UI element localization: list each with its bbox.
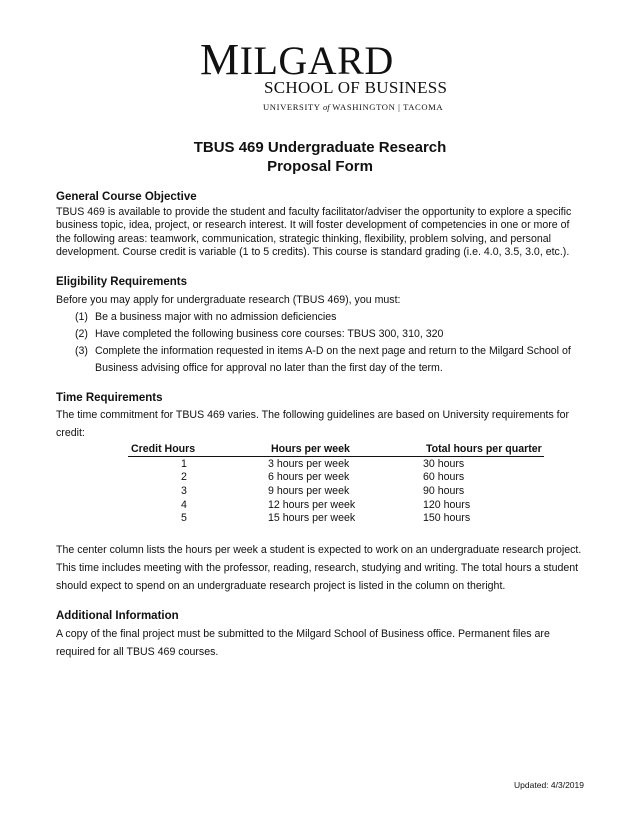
logo-wordmark [200,35,394,84]
credit-hours-table [128,443,544,525]
objective-body: TBUS 469 is available to provide the student and faculty facilitator/adviser the opportunity to explore a specific business topic, idea, project, or research interest. It will foster development of competencies in one or more of the following areas: teamwork, communication, strategic thinking, flexibility, problem solving, and personal development. Course credit is variable (1 to 5 credits). This course is standard grading (i.e. 4.0, 3.5, 3.0, etc.). [56,206,572,259]
time-intro: The time commitment for TBUS 469 varies. The following guidelines are based on University requirements for credit: [56,409,570,439]
logo-uw-before: UNIVERSITY [263,102,323,112]
cell-hours-per-week: 15 hours per week [268,512,356,525]
list-text: Have completed the following business core courses: TBUS 300, 310, 320 [95,328,444,340]
table-row [128,471,544,485]
cell-total-hours: 150 hours [423,512,471,525]
col-header-credit-hours: Credit Hours [128,443,268,457]
logo-uw-after: WASHINGTON | TACOMA [329,102,444,112]
logo-initial: M [200,35,240,84]
table-row [128,457,544,471]
cell-credits: 3 [181,484,187,497]
col-header-hours-per-week: Hours per week [268,443,423,457]
list-number: (3) [75,345,88,357]
list-number: (1) [75,311,88,323]
table-header-row [128,443,544,457]
table-row [128,498,544,512]
cell-total-hours: 90 hours [423,484,465,497]
list-text-continued: Business advising office for approval no later than the first day of the term. [95,362,443,374]
logo-name-rest: ILGARD [239,38,394,83]
logo-uw-of: of [323,102,330,112]
objective-heading: General Course Objective [56,191,197,203]
cell-credits: 1 [181,457,187,470]
list-text: Be a business major with no admission deficiencies [95,311,337,323]
logo-university [263,102,443,112]
cell-hours-per-week: 12 hours per week [268,498,356,511]
cell-hours-per-week: 3 hours per week [268,457,350,470]
time-note: The center column lists the hours per week a student is expected to work on an undergraduate research project. This time includes meeting with the professor, reading, research, studying and writing. The total hours a student should expect to spend on an undergraduate research project is listed in the column on theright. [56,544,582,592]
additional-heading: Additional Information [56,610,179,622]
cell-hours-per-week: 9 hours per week [268,484,350,497]
col-header-total-hours: Total hours per quarter [423,443,544,457]
table-row [128,511,544,525]
page-title-line1: TBUS 469 Undergraduate Research [193,139,447,156]
table-row [128,484,544,498]
cell-credits: 4 [181,498,187,511]
cell-credits: 5 [181,512,187,525]
eligibility-item-2 [75,326,595,343]
list-text: Complete the information requested in items A-D on the next page and return to the Milgard School of [95,345,571,357]
page-title-line2: Proposal Form [267,158,373,175]
list-number: (2) [75,328,88,340]
additional-body: A copy of the final project must be submitted to the Milgard School of Business office. Permanent files are required for all TBUS 469 courses. [56,628,550,658]
cell-total-hours: 60 hours [423,471,465,484]
eligibility-intro: Before you may apply for undergraduate research (TBUS 469), you must: [56,294,401,306]
eligibility-item-1 [75,309,595,326]
updated-date: Updated: 4/3/2019 [514,780,584,790]
cell-total-hours: 120 hours [423,498,471,511]
cell-hours-per-week: 6 hours per week [268,471,350,484]
eligibility-heading: Eligibility Requirements [56,276,187,288]
eligibility-item-3 [75,343,595,377]
cell-credits: 2 [181,471,187,484]
time-heading: Time Requirements [56,392,163,404]
logo-school: SCHOOL OF BUSINESS [264,78,448,97]
cell-total-hours: 30 hours [423,457,465,470]
